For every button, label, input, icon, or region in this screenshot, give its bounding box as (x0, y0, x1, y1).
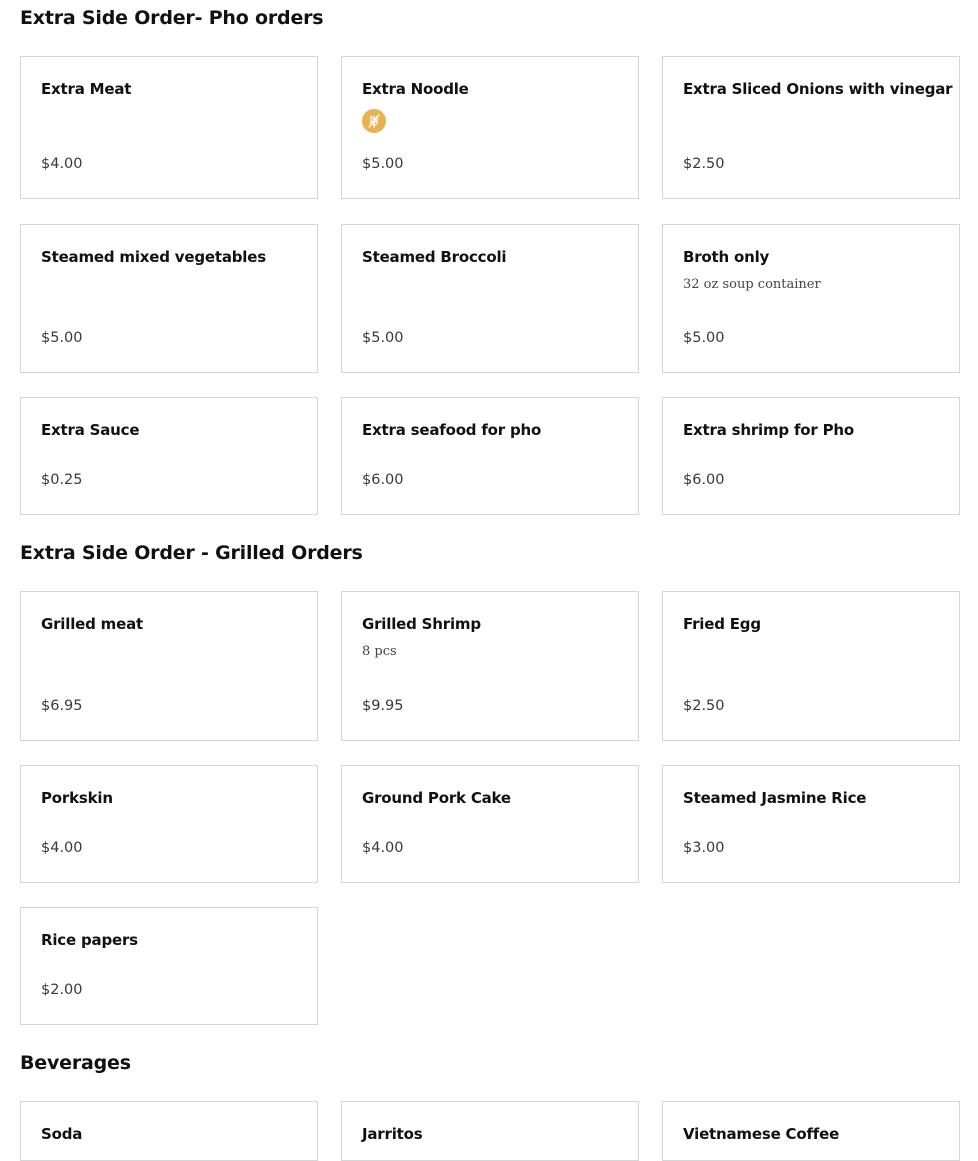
menu-item-card[interactable] (341, 1101, 639, 1161)
menu-item-card[interactable] (341, 397, 639, 515)
menu-item-card[interactable] (662, 591, 960, 741)
item-description: 32 oz soup container (683, 277, 821, 292)
item-name: Broth only (683, 248, 770, 266)
item-name: Grilled Shrimp (362, 615, 481, 633)
item-name: Extra seafood for pho (362, 421, 542, 439)
menu-item-card[interactable] (662, 765, 960, 883)
item-name: Extra Noodle (362, 80, 469, 98)
menu-item-card[interactable] (20, 907, 318, 1025)
item-price: $6.95 (41, 698, 83, 714)
wheat-icon-glyph (366, 113, 382, 129)
item-name: Porkskin (41, 789, 113, 807)
menu-item-card[interactable] (20, 224, 318, 373)
item-price: $3.00 (683, 840, 725, 856)
item-name: Grilled meat (41, 615, 143, 633)
item-price: $4.00 (41, 840, 83, 856)
item-price: $2.00 (41, 982, 83, 998)
menu-item-card[interactable] (20, 397, 318, 515)
item-price: $2.50 (683, 156, 725, 172)
item-name: Extra Sauce (41, 421, 140, 439)
menu-item-card[interactable] (662, 1101, 960, 1161)
item-price: $4.00 (41, 156, 83, 172)
item-name: Fried Egg (683, 615, 761, 633)
item-name: Steamed Broccoli (362, 248, 507, 266)
menu-item-card[interactable] (341, 765, 639, 883)
wheat-icon (362, 109, 386, 133)
item-price: $4.00 (362, 840, 404, 856)
item-name: Jarritos (362, 1125, 423, 1143)
item-name: Extra Meat (41, 80, 132, 98)
item-price: $0.25 (41, 472, 83, 488)
item-name: Extra Sliced Onions with vinegar (683, 80, 953, 98)
item-name: Steamed Jasmine Rice (683, 789, 867, 807)
item-name: Ground Pork Cake (362, 789, 511, 807)
item-price: $5.00 (41, 330, 83, 346)
menu-item-card[interactable] (20, 56, 318, 199)
menu-item-card[interactable] (662, 397, 960, 515)
item-name: Vietnamese Coffee (683, 1125, 840, 1143)
item-price: $5.00 (362, 330, 404, 346)
menu-item-card[interactable] (20, 765, 318, 883)
item-name: Soda (41, 1125, 83, 1143)
menu-item-card[interactable] (341, 224, 639, 373)
item-price: $2.50 (683, 698, 725, 714)
section-title-beverages: Beverages (20, 1052, 131, 1074)
item-price: $6.00 (362, 472, 404, 488)
menu-item-card[interactable] (341, 56, 639, 199)
item-price: $5.00 (362, 156, 404, 172)
section-title-grilled-orders: Extra Side Order - Grilled Orders (20, 542, 363, 564)
menu-item-card[interactable] (662, 224, 960, 373)
item-price: $9.95 (362, 698, 404, 714)
section-title-pho-orders: Extra Side Order- Pho orders (20, 7, 324, 29)
item-name: Extra shrimp for Pho (683, 421, 854, 439)
item-price: $6.00 (683, 472, 725, 488)
item-description: 8 pcs (362, 644, 397, 659)
item-price: $5.00 (683, 330, 725, 346)
item-name: Rice papers (41, 931, 138, 949)
item-name: Steamed mixed vegetables (41, 248, 266, 266)
menu-item-card[interactable] (20, 1101, 318, 1161)
menu-item-card[interactable] (341, 591, 639, 741)
menu-item-card[interactable] (662, 56, 960, 199)
menu-item-card[interactable] (20, 591, 318, 741)
